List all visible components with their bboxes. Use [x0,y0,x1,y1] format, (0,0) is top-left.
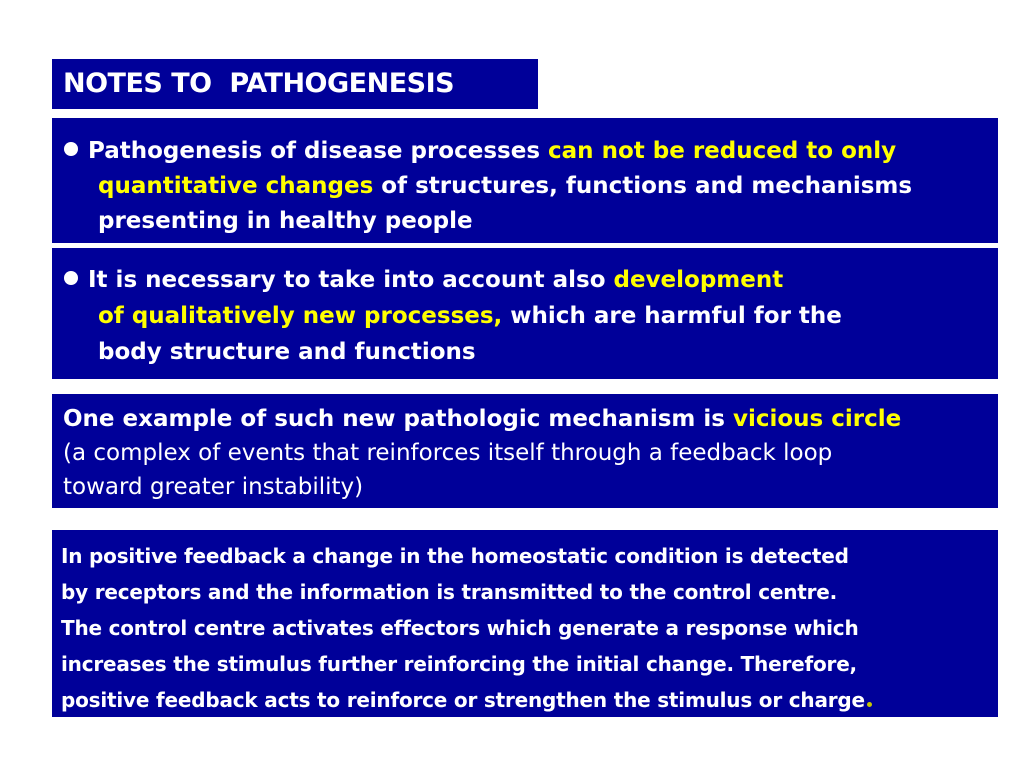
slide-title [52,59,538,109]
feedback-line-5: positive feedback acts to reinforce or strengthen the stimulus or charge [61,682,998,718]
example-line-3: toward greater instability) [63,474,364,500]
note-1-line-3: presenting in healthy people [98,208,473,234]
bullet-icon [64,142,78,156]
note-2-line-1: It is necessary to take into account also development [64,262,998,298]
feedback-box [52,530,998,717]
example-line-2: (a complex of events that reinforces itself through a feedback loop [63,440,833,466]
feedback-line-1: In positive feedback a change in the homeostatic condition is detected [61,544,849,568]
trailing-dot-icon [867,702,872,707]
note-1-highlight-1: can not be reduced to only [548,138,897,164]
feedback-line-3: The control centre activates effectors which generate a response which [61,616,859,640]
example-box [52,394,998,508]
note-2-line-2: of qualitatively new processes, which are harmful for the [98,303,842,329]
slide-title-text: NOTES TO PATHOGENESIS [63,68,455,99]
example-line-1: One example of such new pathologic mechanism is vicious circle [63,406,902,432]
note-box-1 [52,118,998,243]
feedback-line-2: by receptors and the information is transmitted to the control centre. [61,580,838,604]
note-1-line-2: quantitative changes of structures, functions and mechanisms [98,173,913,199]
feedback-line-4: increases the stimulus further reinforcing the initial change. Therefore, [61,652,857,676]
note-2-highlight-1: development [613,267,784,293]
note-1-line-1: Pathogenesis of disease processes can not be reduced to only [64,134,998,169]
note-box-2 [52,248,998,379]
note-2-highlight-2: of qualitatively new processes, [98,303,503,329]
note-2-line-3: body structure and functions [98,339,476,365]
example-highlight: vicious circle [732,406,902,432]
note-1-highlight-2: quantitative changes [98,173,374,199]
bullet-icon [64,271,78,285]
